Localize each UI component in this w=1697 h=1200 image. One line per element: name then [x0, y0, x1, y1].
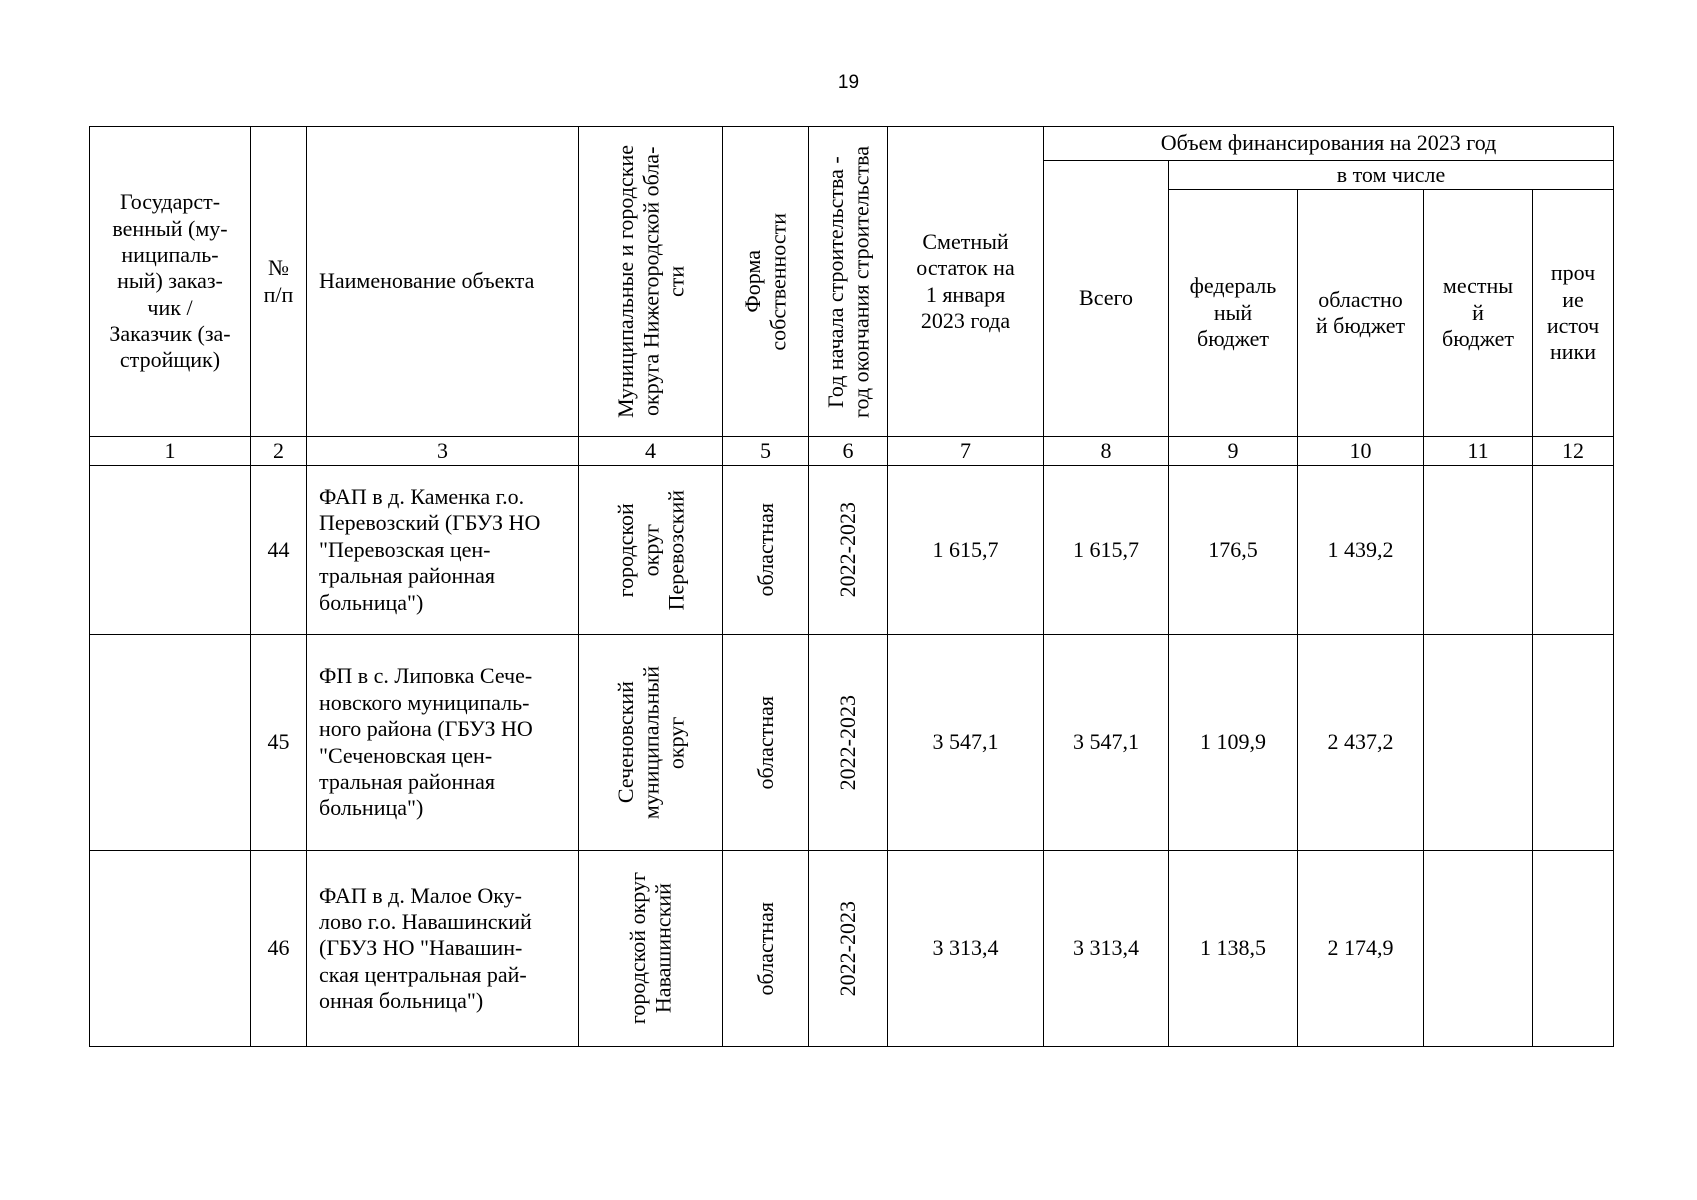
header-local: местны й бюджет	[1424, 190, 1533, 437]
cell-district-text: городской округ Перевозский	[612, 489, 689, 611]
cell-number: 45	[251, 635, 307, 851]
cell-object-name: ФАП в д. Каменка г.о. Перевозский (ГБУЗ НО "Перевозская цен- тральная районная больница")	[307, 466, 579, 635]
financing-table	[89, 126, 1614, 1047]
cell-total: 3 313,4	[1044, 851, 1169, 1047]
cell-number: 46	[251, 851, 307, 1047]
cell-years	[809, 851, 888, 1047]
cell-regional: 1 439,2	[1298, 466, 1424, 635]
cell-customer	[90, 466, 251, 635]
cell-district	[579, 466, 723, 635]
cell-years	[809, 466, 888, 635]
header-balance: Сметный остаток на 1 января 2023 года	[888, 127, 1044, 437]
column-number: 4	[579, 437, 723, 466]
cell-ownership	[723, 635, 809, 851]
page-number: 19	[837, 72, 860, 93]
header-total: Всего	[1044, 161, 1169, 437]
cell-district-text: Сеченовский муниципальный округ	[612, 665, 689, 820]
cell-years	[809, 635, 888, 851]
cell-customer	[90, 851, 251, 1047]
column-number: 12	[1533, 437, 1614, 466]
cell-district	[579, 851, 723, 1047]
cell-local	[1424, 851, 1533, 1047]
header-years-text: Год начала строительства - год окончания строительства	[822, 145, 873, 418]
column-number: 10	[1298, 437, 1424, 466]
table-row	[90, 851, 1614, 1047]
table-row	[90, 466, 1614, 635]
cell-district	[579, 635, 723, 851]
cell-years-text: 2022-2023	[835, 502, 861, 598]
cell-years-text: 2022-2023	[835, 900, 861, 997]
header-regional: областно й бюджет	[1298, 190, 1424, 437]
header-ownership-text: Форма собственности	[740, 212, 791, 351]
cell-ownership-text: областная	[752, 901, 778, 996]
column-number: 9	[1169, 437, 1298, 466]
column-number: 1	[90, 437, 251, 466]
cell-federal: 1 138,5	[1169, 851, 1298, 1047]
header-number: № п/п	[251, 127, 307, 437]
header-federal: федераль ный бюджет	[1169, 190, 1298, 437]
cell-total: 3 547,1	[1044, 635, 1169, 851]
cell-district-text: городской округ Навашинский	[625, 872, 676, 1025]
cell-regional: 2 174,9	[1298, 851, 1424, 1047]
header-object-name: Наименование объекта	[307, 127, 579, 437]
cell-balance: 3 313,4	[888, 851, 1044, 1047]
cell-years-text: 2022-2023	[835, 694, 861, 791]
cell-other	[1533, 466, 1614, 635]
cell-federal: 1 109,9	[1169, 635, 1298, 851]
column-numbers-row	[90, 437, 1614, 466]
column-number: 7	[888, 437, 1044, 466]
cell-object-name: ФАП в д. Малое Оку- лово г.о. Навашинский (ГБУЗ НО "Навашин- ская центральная рай- онная больница")	[307, 851, 579, 1047]
table-row	[90, 635, 1614, 851]
header-including: в том числе	[1169, 161, 1614, 190]
cell-other	[1533, 635, 1614, 851]
cell-local	[1424, 466, 1533, 635]
cell-object-name: ФП в с. Липовка Сече- новского муниципаль- ного района (ГБУЗ НО "Сеченовская цен- тральная районная больница")	[307, 635, 579, 851]
header-ownership	[723, 127, 809, 437]
column-number: 11	[1424, 437, 1533, 466]
column-number: 8	[1044, 437, 1169, 466]
cell-regional: 2 437,2	[1298, 635, 1424, 851]
column-number: 3	[307, 437, 579, 466]
header-years	[809, 127, 888, 437]
column-number: 5	[723, 437, 809, 466]
header-district-text: Муниципальные и городские округа Нижегородской обла- сти	[612, 145, 689, 418]
column-number: 2	[251, 437, 307, 466]
cell-ownership-text: областная	[752, 503, 778, 597]
column-number: 6	[809, 437, 888, 466]
cell-ownership-text: областная	[752, 695, 778, 790]
cell-ownership	[723, 466, 809, 635]
cell-number: 44	[251, 466, 307, 635]
cell-federal: 176,5	[1169, 466, 1298, 635]
header-other: проч ие источ ники	[1533, 190, 1614, 437]
header-customer: Государст- венный (му- ниципаль- ный) заказ- чик / Заказчик (за- стройщик)	[90, 127, 251, 437]
cell-balance: 3 547,1	[888, 635, 1044, 851]
header-district	[579, 127, 723, 437]
cell-total: 1 615,7	[1044, 466, 1169, 635]
header-row	[90, 127, 1614, 161]
cell-other	[1533, 851, 1614, 1047]
cell-ownership	[723, 851, 809, 1047]
cell-balance: 1 615,7	[888, 466, 1044, 635]
header-financing-group: Объем финансирования на 2023 год	[1044, 127, 1614, 161]
cell-local	[1424, 635, 1533, 851]
cell-customer	[90, 635, 251, 851]
